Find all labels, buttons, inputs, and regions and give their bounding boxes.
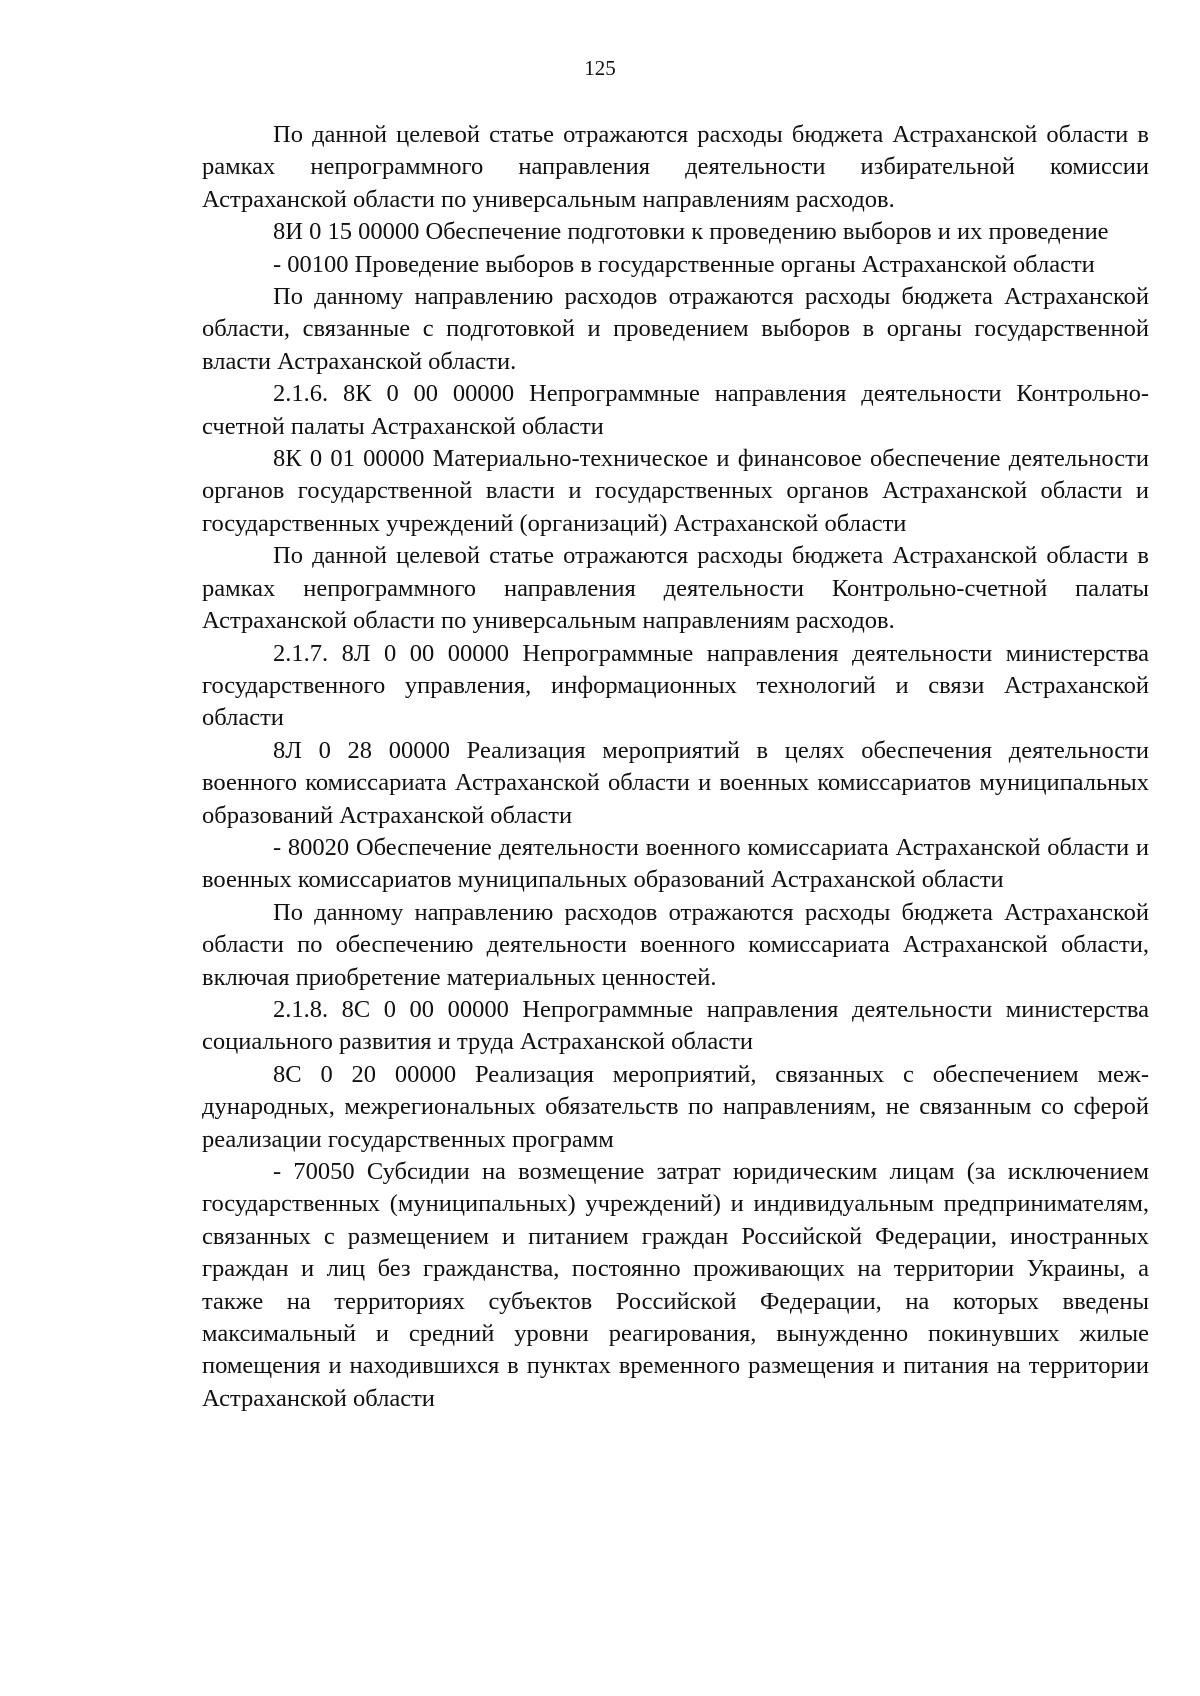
paragraph: По данному направлению расходов отражаются расходы бюджета Астраханской области, связанные с подготовкой и проведением выборов в органы государственной власти Астраханской области. bbox=[202, 283, 1149, 375]
paragraph: - 80020 Обеспечение деятельности военного комиссариата Астраханской области и военных комиссариатов муниципальных образований Астраханской области bbox=[202, 833, 1149, 894]
paragraph: 8С 0 20 00000 Реализация мероприятий, связанных с обеспечением международных, межрегиональных обязательств по направлениям, не связанным со сферой реализации государственных программ bbox=[202, 1060, 1149, 1153]
paragraph: 2.1.6. 8К 0 00 00000 Непрограммные направления деятельности Контрольно-счетной палаты Астраханской области bbox=[202, 380, 1149, 440]
paragraph: 2.1.8. 8С 0 00 00000 Непрограммные направления деятельности министерства социального развития и труда Астраханской области bbox=[202, 995, 1149, 1056]
paragraph: По данной целевой статье отражаются расходы бюджета Астраханской области в рамках непрограммного направления деятельности избирательной комиссии Астраханской области по универсальным направлениям расходов. bbox=[202, 121, 1149, 213]
paragraph: По данной целевой статье отражаются расходы бюджета Астраханской области в рамках непрограммного направления деятельности Контрольно-счетной палаты Астраханской области по универсальным направлениям расходов. bbox=[202, 542, 1149, 635]
page-number: 125 bbox=[584, 56, 616, 80]
paragraph: 8К 0 01 00000 Материально-техническое и финансовое обеспечение деятельности органов государственной власти и государственных органов Астраханской области и государственных учреждений (организаций) Астраханской области bbox=[202, 445, 1149, 537]
paragraph: - 00100 Проведение выборов в государственные органы Астраханской области bbox=[273, 250, 1095, 278]
paragraph: 2.1.7. 8Л 0 00 00000 Непрограммные направления деятельности министерства государственного управления, информационных технологий и связи Астраханской области bbox=[202, 639, 1149, 732]
paragraph: 8И 0 15 00000 Обеспечение подготовки к проведению выборов и их проведение bbox=[273, 218, 1109, 246]
paragraph: 8Л 0 28 00000 Реализация мероприятий в целях обеспечения деятельности военного комиссариата Астраханской области и военных комиссариатов муниципальных образований Астраханской области bbox=[202, 736, 1149, 829]
document-body bbox=[202, 119, 1149, 1415]
paragraph: По данному направлению расходов отражаются расходы бюджета Астраханской области по обеспечению деятельности военного комиссариата Астраханской области, включая приобретение материальных ценностей. bbox=[202, 898, 1149, 991]
paragraph: - 70050 Субсидии на возмещение затрат юридическим лицам (за исключением государственных (муниципальных) учреждений) и индивидуальным предпринимателям, связанных с размещением и питанием граждан Российской Федерации, иностранных граждан и лиц без гражданства, постоянно проживающих на территории Украины, а также на территориях субъектов Российской Федерации, на которых введены максимальный и средний уровни реагирования, вынужденно покинувших жилые помещения и находившихся в пунктах временного размещения и питания на территории Астраханской области bbox=[202, 1158, 1149, 1412]
